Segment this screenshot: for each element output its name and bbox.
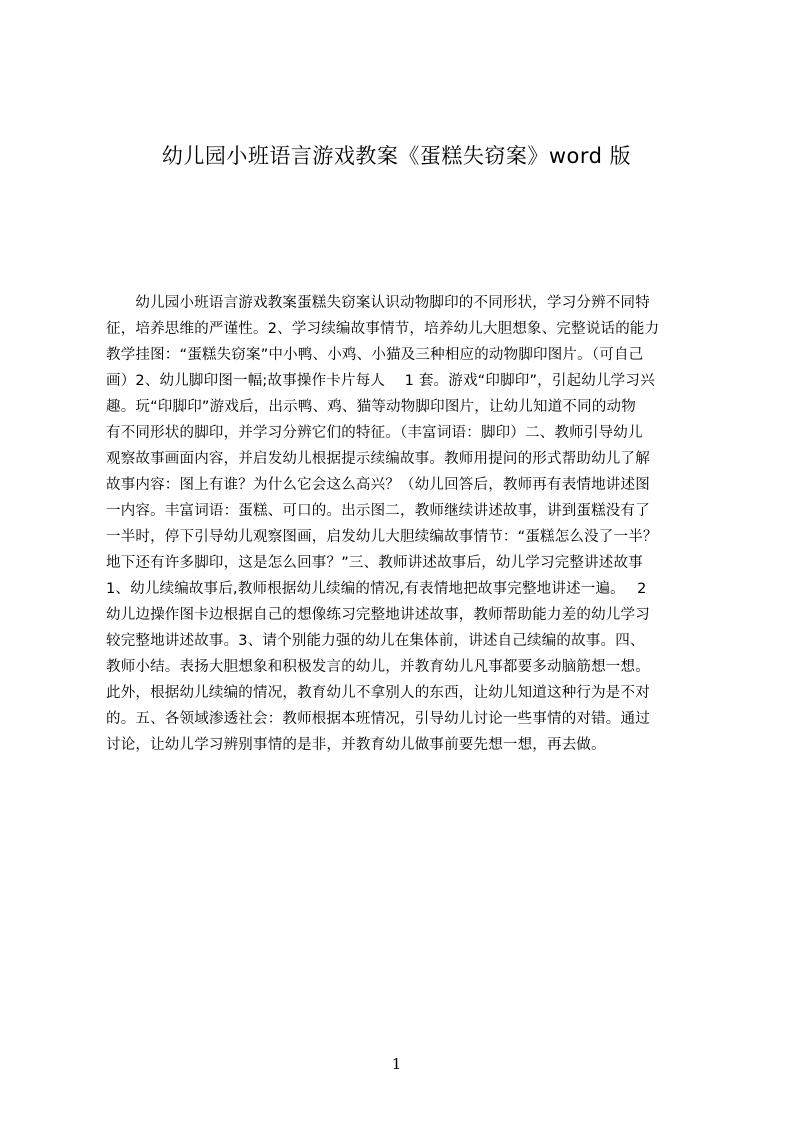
body-line: 教师小结。表扬大胆想象和积极发言的幼儿，并教育幼儿凡事都要多动脑筋想一想。: [106, 659, 650, 675]
body-line: 画）2、幼儿脚印图一幅;故事操作卡片每人 1 套。游戏“印脚印”，引起幼儿学习兴: [106, 373, 655, 389]
body-line: 的。五、各领域渗透社会：教师根据本班情况，引导幼儿讨论一些事情的对错。通过: [106, 711, 650, 727]
body-line: 趣。玩“印脚印”游戏后，出示鸭、鸡、猫等动物脚印图片，让幼儿知道不同的动物: [106, 399, 636, 415]
body-line: 观察故事画面内容，并启发幼儿根据提示续编故事。教师用提问的形式帮助幼儿了解: [106, 451, 650, 467]
body-line: 幼儿边操作图卡边根据自己的想像练习完整地讲述故事，教师帮助能力差的幼儿学习: [106, 607, 650, 623]
body-line: 一半时，停下引导幼儿观察图画，启发幼儿大胆续编故事情节：“蛋糕怎么没了一半？: [106, 529, 658, 545]
body-line: 1、幼儿续编故事后,教师根据幼儿续编的情况,有表情地把故事完整地讲述一遍。 2: [106, 581, 647, 597]
document-body: [106, 290, 702, 770]
body-line: 有不同形状的脚印，并学习分辨它们的特征。（丰富词语：脚印）二、教师引导幼儿: [106, 425, 643, 441]
body-line: 征，培养思维的严谨性。2、学习续编故事情节，培养幼儿大胆想象、完整说话的能力: [106, 321, 660, 337]
body-line: 一内容。丰富词语：蛋糕、可口的。出示图二，教师继续讲述故事，讲到蛋糕没有了: [106, 503, 650, 519]
body-line: 较完整地讲述故事。3、请个别能力强的幼儿在集体前，讲述自己续编的故事。四、: [106, 633, 645, 649]
body-line: 讨论，让幼儿学习辨别事情的是非，并教育幼儿做事前要先想一想，再去做。: [106, 737, 606, 753]
page-number: 1: [391, 1055, 402, 1073]
body-line: 此外，根据幼儿续编的情况，教育幼儿不拿别人的东西，让幼儿知道这种行为是不对: [106, 685, 650, 701]
body-line: 地下还有许多脚印，这是怎么回事？”三、教师讲述故事后，幼儿学习完整讲述故事: [106, 555, 643, 571]
body-line: 幼儿园小班语言游戏教案蛋糕失窃案认识动物脚印的不同形状，学习分辨不同特: [106, 295, 650, 311]
document-title: 幼儿园小班语言游戏教案《蛋糕失窃案》word 版: [161, 144, 632, 168]
body-line: 教学挂图：“蛋糕失窃案”中小鸭、小鸡、小猫及三种相应的动物脚印图片。（可自己: [106, 347, 644, 363]
body-line: 故事内容：图上有谁？为什么它会这么高兴？（幼儿回答后，教师再有表情地讲述图: [106, 477, 650, 493]
